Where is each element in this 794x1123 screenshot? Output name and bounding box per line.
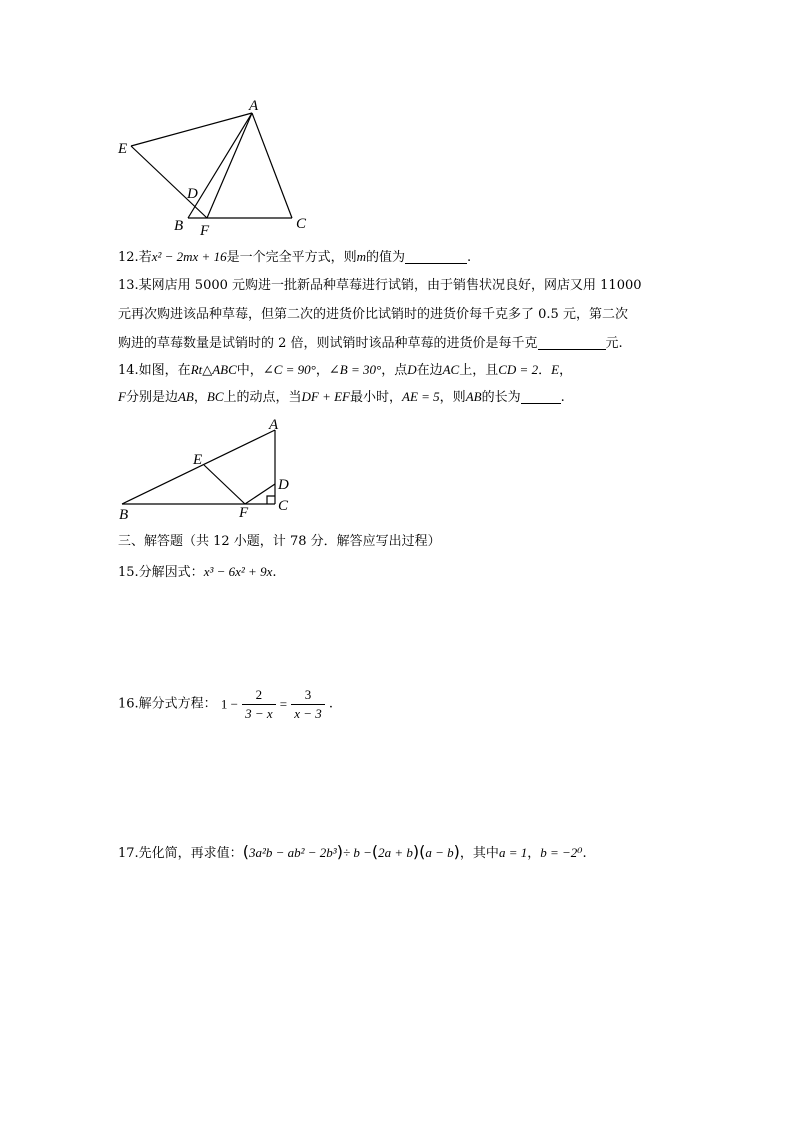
q12-suffix: 的值为 — [365, 250, 405, 265]
q14-l2-h: 最小时， — [350, 390, 403, 405]
q16-fraction-2-denominator: x − 3 — [294, 705, 322, 721]
q14-l1-n: ， — [559, 363, 573, 378]
q17-paren-open-2: ( — [371, 842, 379, 861]
q14-l1-e: ∠B = 30° — [328, 362, 382, 377]
right-angle-mark — [267, 496, 275, 504]
label-d: D — [187, 186, 198, 202]
segment-ab — [188, 113, 252, 218]
section-3-heading: 三、解答题（共 12 小题，计 78 分．解答应写出过程） — [118, 534, 441, 549]
q17-paren-close-1: ) — [336, 842, 343, 861]
question-13-line-2: 元再次购进该品种草莓，但第二次的进货价比试销时的进货价每千克多了 0.5 元，第二次 — [118, 307, 628, 322]
q12-prefix: 若 — [138, 250, 152, 265]
q14-l1-c: ∠C = 90° — [262, 362, 316, 377]
q14-l1-k: CD = 2 — [498, 362, 539, 377]
label-f: F — [200, 223, 210, 239]
q14-l1-m: E — [551, 362, 560, 377]
question-14-line-2 — [118, 386, 565, 410]
q14-l1-h: 在边 — [416, 363, 443, 378]
figure-right-triangle-abc — [112, 416, 302, 524]
q16-fraction-2-numerator: 3 — [291, 686, 325, 705]
q17-expression-2: 2a + b — [378, 845, 413, 860]
q12-expression: x² − 2mx + 16 — [151, 249, 227, 264]
q17-expression-1: 3a²b − ab² − 2b³ — [248, 845, 337, 860]
q14-l2-j: ，则 — [439, 390, 466, 405]
q15-end: . — [272, 565, 277, 580]
q12-answer-blank[interactable] — [405, 249, 467, 264]
q17-comma: ， — [527, 846, 541, 861]
q17-prefix: 17.先化简，再求值： — [118, 846, 243, 861]
q17-condition-b: b = −2⁰ — [540, 845, 583, 860]
q16-end: . — [328, 696, 334, 712]
label-b: B — [119, 507, 129, 523]
q14-l2-k: AB — [465, 389, 482, 404]
label-e: E — [118, 141, 128, 157]
q12-number: 12. — [118, 250, 139, 265]
segment-af — [207, 113, 252, 218]
q14-l2-g: DF + EF — [301, 389, 350, 404]
q14-l2-d: ， — [193, 390, 207, 405]
question-12 — [118, 246, 471, 270]
q14-answer-blank[interactable] — [521, 389, 561, 404]
label-e: E — [193, 452, 203, 468]
question-17 — [118, 838, 587, 866]
q13-line-3-end: 元. — [605, 336, 623, 351]
q16-fraction-2 — [291, 686, 325, 722]
q14-l1-a: 14.如图，在 — [118, 363, 191, 378]
segment-ef — [131, 146, 207, 218]
label-a: A — [249, 98, 259, 114]
question-14-line-1 — [118, 359, 572, 383]
q17-paren-open-3: ( — [419, 842, 426, 861]
q14-l1-d: ， — [315, 363, 329, 378]
question-13-line-1: 13.某网店用 5000 元购进一批新品种草莓进行试销，由于销售状况良好，网店又用 11000 — [118, 278, 642, 293]
q14-l2-end: . — [560, 390, 565, 405]
q17-paren-close-2: ) — [412, 842, 420, 861]
question-16 — [118, 686, 333, 722]
q14-l1-g: D — [407, 362, 417, 377]
q14-l2-b: 分别是边 — [125, 390, 178, 405]
q17-expression-3: a − b — [425, 845, 454, 860]
label-c: C — [296, 216, 307, 232]
q16-equals: = — [279, 696, 288, 712]
q12-end: . — [467, 250, 472, 265]
q12-variable: m — [356, 249, 366, 264]
label-f: F — [239, 505, 249, 521]
label-b: B — [174, 218, 184, 234]
figure-triangle-abc-1 — [108, 94, 328, 244]
question-13-line-3 — [118, 333, 623, 356]
label-c: C — [278, 498, 289, 514]
q14-l1-j: 上，且 — [459, 363, 499, 378]
q16-lead: 1 − — [220, 696, 238, 712]
q16-fraction-1 — [242, 686, 276, 722]
segment-ea — [131, 113, 252, 146]
q14-l1-rt: Rt△ABC — [190, 362, 237, 377]
q13-line-3-text: 购进的草莓数量是试销时的 2 倍，则试销时该品种草莓的进货价是每千克 — [118, 336, 538, 351]
q17-condition-a: a = 1 — [498, 845, 528, 860]
q15-prefix: 15.分解因式： — [118, 565, 204, 580]
label-d: D — [278, 477, 289, 493]
q17-paren-open-1: ( — [242, 842, 249, 861]
q17-end: . — [582, 846, 587, 861]
question-15 — [118, 561, 276, 585]
q12-middle: 是一个完全平方式，则 — [226, 250, 357, 265]
q16-prefix: 16.解分式方程： — [118, 696, 217, 712]
q14-l2-l: 的长为 — [481, 390, 521, 405]
q13-answer-blank[interactable] — [538, 335, 606, 350]
q14-l2-a: F — [118, 389, 126, 404]
q16-fraction-1-numerator: 2 — [242, 686, 276, 705]
q14-l2-f: 上的动点，当 — [223, 390, 302, 405]
q17-divide: ÷ b − — [342, 845, 372, 860]
segment-df — [245, 484, 275, 504]
segment-ac — [252, 113, 292, 218]
q14-l1-l: ． — [538, 363, 552, 378]
q14-l2-i: AE = 5 — [402, 389, 440, 404]
q16-fraction-1-denominator: 3 − x — [245, 705, 273, 721]
q14-l1-b: 中， — [236, 363, 263, 378]
q17-paren-close-3: ) — [453, 842, 460, 861]
q14-l1-f: ，点 — [381, 363, 408, 378]
segment-ef — [204, 465, 245, 504]
q14-l2-e: BC — [206, 389, 224, 404]
label-a: A — [269, 417, 279, 433]
q15-expression: x³ − 6x² + 9x — [203, 564, 273, 579]
q17-where: ，其中 — [459, 846, 499, 861]
q14-l2-c: AB — [177, 389, 194, 404]
q14-l1-i: AC — [442, 362, 460, 377]
